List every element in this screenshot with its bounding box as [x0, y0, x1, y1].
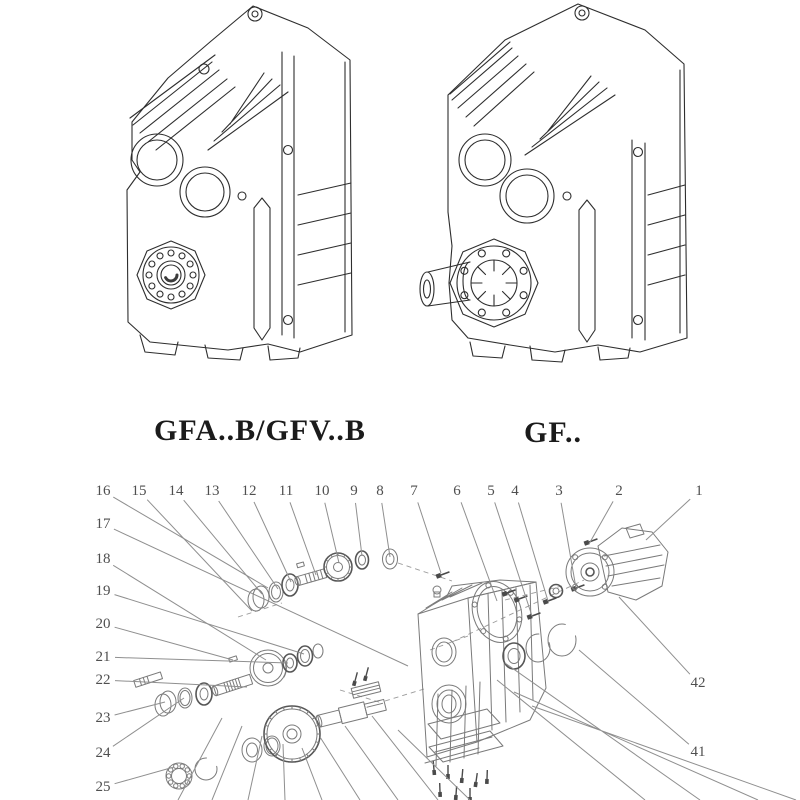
callout-label-2: 2	[615, 483, 623, 499]
callout-label-16: 16	[95, 483, 111, 499]
callout-label-23: 23	[95, 710, 111, 726]
gearbox-drawing-right	[420, 4, 687, 362]
callout-leader-line-17	[114, 529, 408, 666]
callout-leader-line-12	[254, 502, 291, 582]
callout-leader-line-24	[113, 698, 184, 746]
callout-label-21: 21	[95, 649, 111, 665]
callout-label-14: 14	[168, 483, 184, 499]
output-shaft	[420, 262, 470, 306]
callout-leader-line-3	[561, 503, 576, 588]
callout-label-1: 1	[695, 483, 703, 499]
callout-label-11: 11	[278, 483, 294, 499]
callout-label-41: 41	[690, 744, 706, 760]
housing-outline	[448, 4, 687, 362]
output-bearing-flange	[137, 241, 205, 309]
callout-leader-line-25	[115, 767, 174, 784]
callout-leader-line-13	[219, 501, 278, 589]
callout-label-17: 17	[95, 516, 111, 532]
callout-label-24: 24	[95, 745, 111, 761]
bolt-icons	[431, 761, 489, 800]
callout-label-42: 42	[690, 675, 706, 691]
callout-label-12: 12	[241, 483, 257, 499]
callout-leader-line-42	[619, 597, 690, 674]
callout-leader-line-15	[147, 500, 252, 611]
callout-label-13: 13	[204, 483, 220, 499]
callout-label-19: 19	[95, 583, 111, 599]
callout-label-18: 18	[95, 551, 111, 567]
pointed-rib	[579, 200, 595, 342]
callout-label-15: 15	[131, 483, 147, 499]
callout-label-6: 6	[453, 483, 461, 499]
callout-leader-line-20	[115, 627, 233, 660]
pointed-rib	[254, 198, 270, 340]
gearbox-drawing-left	[127, 6, 352, 360]
callout-leader-line-9	[356, 503, 363, 556]
bolt-icons	[352, 537, 598, 686]
callout-leader-line-41	[579, 650, 689, 744]
callout-label-10: 10	[314, 483, 330, 499]
callout-label-5: 5	[487, 483, 495, 499]
caption-left-model: GFA..B/GFV..B	[154, 414, 366, 447]
housing-outline	[127, 6, 352, 360]
callout-leader-line-6	[461, 502, 497, 601]
callout-leader-line-1	[646, 499, 690, 540]
output-shaft-assembly	[166, 682, 387, 789]
callout-leader-line-4	[518, 503, 548, 602]
clamp-strap	[632, 140, 645, 340]
callout-leader-line-21	[115, 657, 288, 663]
callout-label-22: 22	[95, 672, 111, 688]
callout-label-8: 8	[376, 483, 384, 499]
callout-layer	[96, 483, 706, 795]
callout-label-9: 9	[350, 483, 358, 499]
callout-label-20: 20	[95, 616, 111, 632]
callout-leader-line-5	[495, 502, 532, 616]
callout-label-7: 7	[410, 483, 418, 499]
callout-leader-line-19	[115, 595, 305, 654]
oil-plug-icon	[199, 7, 262, 74]
caption-right-model: GF..	[524, 416, 582, 449]
side-ribs	[298, 183, 351, 285]
callout-label-4: 4	[511, 483, 519, 499]
callout-leader-line-7	[418, 502, 441, 573]
oil-plug-icon	[575, 6, 589, 20]
bottom-cover-and-bolts	[428, 682, 503, 800]
motor	[566, 524, 668, 600]
input-bores	[459, 134, 571, 223]
callout-leader-line-16	[113, 497, 268, 588]
callout-leader-line-11	[290, 502, 316, 575]
input-bores	[131, 134, 246, 217]
motor-flange-parts	[352, 537, 598, 686]
cooling-ribs-top	[450, 42, 615, 155]
intermediate-shaft-assembly	[134, 644, 323, 716]
callout-leader-line-8	[382, 503, 390, 557]
callout-leader-line-18	[113, 565, 266, 660]
callout-label-25: 25	[95, 779, 111, 795]
callout-label-3: 3	[555, 483, 563, 499]
